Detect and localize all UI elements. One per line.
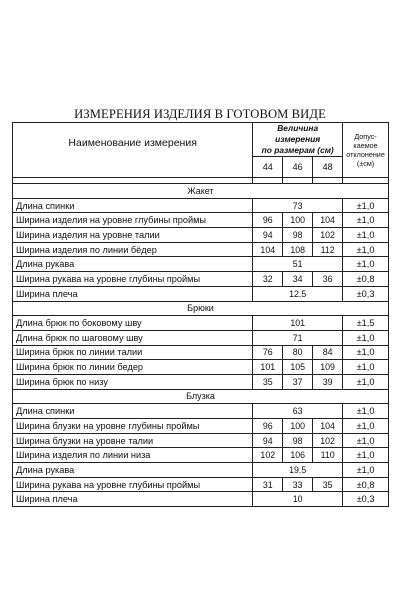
value-size-44: 32 [253,272,283,287]
value-size-48: 39 [313,374,343,389]
value-size-44: 96 [253,213,283,228]
page-title: ИЗМЕРЕНИЯ ИЗДЕЛИЯ В ГОТОВОМ ВИДЕ [74,107,326,121]
tolerance: ±1,0 [343,198,389,213]
section-row [13,301,389,316]
table-row [13,404,389,419]
tolerance: ±1,0 [343,404,389,419]
value-size-44: 101 [253,360,283,375]
header-row [13,123,389,157]
value-size-48: 84 [313,345,343,360]
value-size-44: 94 [253,433,283,448]
table-row [13,477,389,492]
measurement-name: Ширина рукава на уровне глубины проймы [13,477,253,492]
measurement-name: Ширина брюк по линии талии [13,345,253,360]
tolerance: ±1,0 [343,345,389,360]
value-all-sizes: 73 [253,198,343,213]
section-row [13,389,389,404]
value-size-46: 106 [283,448,313,463]
value-size-48: 36 [313,272,343,287]
table-row [13,463,389,478]
measurement-name: Ширина блузки на уровне глубины проймы [13,419,253,434]
measurement-name: Ширина брюк по низу [13,374,253,389]
tolerance: ±1,5 [343,316,389,331]
tolerance: ±0,8 [343,272,389,287]
value-size-46: 108 [283,242,313,257]
value-all-sizes: 19.5 [253,463,343,478]
measurement-name: Ширина изделия по линии низа [13,448,253,463]
measurement-name: Длина рукава [13,463,253,478]
tolerance: ±1,0 [343,330,389,345]
measurement-name: Длина спинки [13,404,253,419]
table-row [13,272,389,287]
size-46: 46 [283,157,313,178]
header-tolerance [343,123,389,178]
tolerance: ±1,0 [343,360,389,375]
table-row [13,374,389,389]
table-row [13,286,389,301]
value-size-48: 112 [313,242,343,257]
tolerance: ±1,0 [343,257,389,272]
tolerance: ±0,3 [343,286,389,301]
header-tol-line4: (±см) [356,159,375,168]
value-size-46: 105 [283,360,313,375]
tolerance: ±1,0 [343,242,389,257]
measurement-name: Ширина изделия на уровне глубины проймы [13,213,253,228]
table-row [13,448,389,463]
measurement-name: Ширина плеча [13,286,253,301]
table-row [13,213,389,228]
value-size-48: 104 [313,213,343,228]
value-size-44: 76 [253,345,283,360]
tolerance: ±1,0 [343,419,389,434]
table-row [13,433,389,448]
tolerance: ±1,0 [343,213,389,228]
value-size-44: 35 [253,374,283,389]
measurement-name: Ширина брюк по линии бедер [13,360,253,375]
measurement-name: Длина брюк по шаговому шву [13,330,253,345]
table-row [13,242,389,257]
table-row [13,360,389,375]
table-row [13,419,389,434]
measurement-name: Длина спинки [13,198,253,213]
table-row [13,345,389,360]
size-48: 48 [313,157,343,178]
measurement-name: Ширина блузки на уровне талии [13,433,253,448]
value-size-48: 102 [313,228,343,243]
tolerance: ±1,0 [343,463,389,478]
table-body [13,184,389,507]
value-size-46: 80 [283,345,313,360]
measurement-name: Длина рукава [13,257,253,272]
measurements-table [12,122,389,507]
value-size-46: 98 [283,228,313,243]
measurement-name: Ширина плеча [13,492,253,507]
value-all-sizes: 12.5 [253,286,343,301]
table-row [13,492,389,507]
value-size-46: 100 [283,213,313,228]
value-all-sizes: 71 [253,330,343,345]
tolerance: ±1,0 [343,374,389,389]
table-row [13,228,389,243]
table-row [13,198,389,213]
value-size-46: 100 [283,419,313,434]
value-size-44: 31 [253,477,283,492]
value-size-48: 109 [313,360,343,375]
header-tol-line2: каемое [353,141,378,150]
value-size-44: 104 [253,242,283,257]
value-all-sizes: 63 [253,404,343,419]
header-tol-line1: Допус- [354,132,377,141]
header-measurement-value [253,123,343,157]
measurement-name: Длина брюк по боковому шву [13,316,253,331]
section-title: Блузка [13,389,389,404]
header-tol-line3: отклонение [346,150,385,159]
value-all-sizes: 10 [253,492,343,507]
size-44: 44 [253,157,283,178]
value-size-48: 35 [313,477,343,492]
value-size-46: 33 [283,477,313,492]
value-size-44: 94 [253,228,283,243]
value-size-46: 37 [283,374,313,389]
table-row [13,257,389,272]
tolerance: ±1,0 [343,228,389,243]
section-row [13,184,389,199]
value-size-46: 98 [283,433,313,448]
value-size-48: 110 [313,448,343,463]
measurement-name: Ширина изделия по линии бёдер [13,242,253,257]
measurement-name: Ширина рукава на уровне глубины проймы [13,272,253,287]
section-title: Брюки [13,301,389,316]
header-measurement-name: Наименование измерения [13,123,253,178]
table-row [13,330,389,345]
tolerance: ±0,8 [343,477,389,492]
value-all-sizes: 51 [253,257,343,272]
section-title: Жакет [13,184,389,199]
value-size-44: 102 [253,448,283,463]
tolerance: ±0,3 [343,492,389,507]
measurement-name: Ширина изделия на уровне талии [13,228,253,243]
tolerance: ±1,0 [343,448,389,463]
header-value-line2: по размерам (см) [261,145,334,155]
value-all-sizes: 101 [253,316,343,331]
value-size-48: 104 [313,419,343,434]
tolerance: ±1,0 [343,433,389,448]
table-row [13,316,389,331]
value-size-48: 102 [313,433,343,448]
value-size-46: 34 [283,272,313,287]
header-value-line1: Величина измерения [275,123,321,144]
value-size-44: 96 [253,419,283,434]
